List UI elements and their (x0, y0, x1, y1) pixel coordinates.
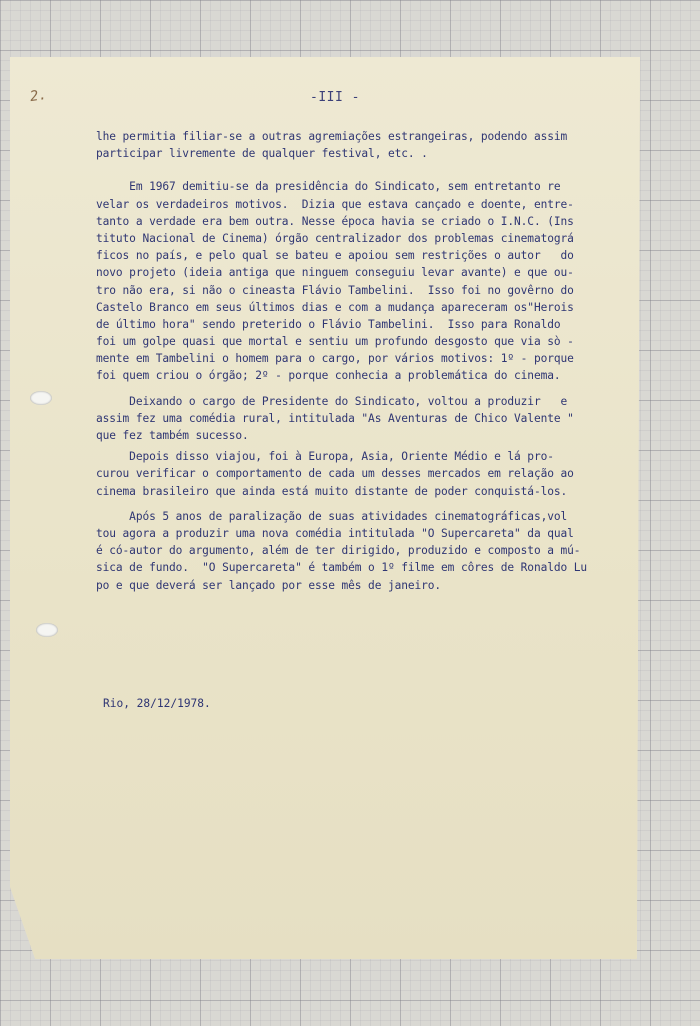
paragraph-1 (96, 128, 620, 162)
text-line: Após 5 anos de paralização de suas atividades cinematográficas,vol (96, 509, 568, 523)
page-number: -III - (310, 90, 360, 105)
text-line: assim fez uma comédia rural, intitulada "As Aventuras de Chico Valente " (96, 411, 574, 425)
text-line: é có-autor do argumento, além de ter dirigido, produzido e composto a mú- (96, 544, 581, 558)
text-line: Castelo Branco em seus últimos dias e com a mudança apareceram os"Herois (96, 300, 574, 314)
text-line: tanto a verdade era bem outra. Nesse época havia se criado o I.N.C. (Ins (96, 214, 574, 228)
text-line: cinema brasileiro que ainda está muito distante de poder conquistá-los. (96, 484, 568, 498)
body-text (96, 128, 620, 594)
paragraph-4 (96, 448, 620, 500)
paragraph-5 (96, 508, 620, 594)
text-line: que fez também sucesso. (96, 429, 249, 442)
text-line: curou verificar o comportamento de cada um desses mercados em relação ao (96, 467, 574, 481)
text-line: tou agora a produzir uma nova comédia intitulada "O Supercareta" da qual (96, 526, 574, 540)
punch-hole-top (30, 391, 52, 405)
text-line: po e que deverá ser lançado por esse mês de janeiro. (96, 578, 442, 592)
punch-hole-bottom (36, 623, 58, 637)
handwritten-page-mark: 2. (28, 86, 48, 106)
paragraph-2 (96, 178, 620, 384)
text-line: velar os verdadeiros motivos. Dizia que estava cançado e doente, entre- (96, 197, 574, 211)
text-line: Em 1967 demitiu-se da presidência do Sindicato, sem entretanto re (96, 180, 561, 194)
text-line: foi quem criou o órgão; 2º - porque conhecia a problemática do cinema. (96, 369, 561, 383)
text-line: mente em Tambelini o homem para o cargo, por vários motivos: 1º - porque (96, 352, 574, 366)
text-line: tituto Nacional de Cinema) órgão centralizador dos problemas cinematográ (96, 231, 574, 245)
text-line: tro não era, si não o cineasta Flávio Tambelini. Isso foi no govêrno do (96, 283, 574, 297)
text-line: Depois disso viajou, foi à Europa, Asia, Oriente Médio e lá pro- (96, 450, 554, 464)
text-line: sica de fundo. "O Supercareta" é também o 1º filme em côres de Ronaldo Lu (96, 561, 588, 575)
text-line: Deixando o cargo de Presidente do Sindicato, voltou a produzir e (96, 394, 568, 408)
paragraph-3 (96, 393, 620, 445)
date-line: Rio, 28/12/1978. (103, 697, 211, 710)
text-line: de último hora" sendo preterido o Flávio Tambelini. Isso para Ronaldo (96, 317, 561, 331)
text-line: foi um golpe quasi que mortal e sentiu um profundo desgosto que via sò - (96, 335, 574, 349)
text-line: novo projeto (ideia antiga que ninguem conseguiu levar avante) e que ou- (96, 266, 574, 280)
text-line: ficos no país, e pelo qual se bateu e apoiou sem restrições o autor do (96, 249, 574, 263)
text-line: lhe permitia filiar-se a outras agremiações estrangeiras, podendo assim (96, 130, 568, 143)
text-line: participar livremente de qualquer festival, etc. . (96, 147, 428, 161)
